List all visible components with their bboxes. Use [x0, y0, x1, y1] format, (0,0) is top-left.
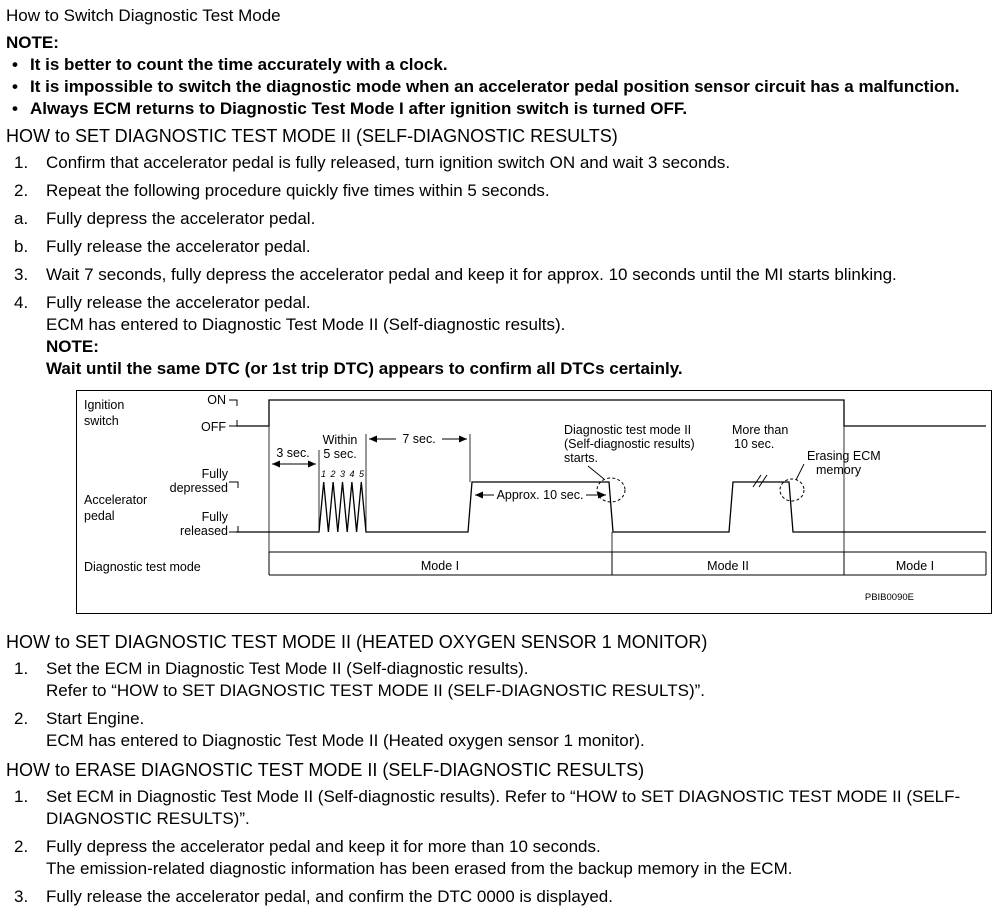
step-row — [6, 292, 992, 380]
within-five-sec-label: Within — [322, 433, 358, 447]
step-row — [6, 264, 992, 286]
more-than-ten-label: More than — [732, 423, 789, 437]
off-label: OFF — [201, 420, 226, 434]
mode2-starts-label: Diagnostic test mode II — [564, 423, 692, 437]
three-sec-label: 3 sec. — [276, 446, 310, 460]
erasing-ecm-label: Erasing ECM — [807, 449, 881, 463]
fully-depressed-label: Fully — [201, 467, 228, 481]
pulse-count-labels: 1 2 3 4 5 — [321, 469, 366, 479]
step-row — [6, 708, 992, 752]
step-number: 2. — [14, 837, 29, 856]
accelerator-waveform — [236, 482, 986, 532]
ignition-label: Ignition — [84, 398, 125, 412]
step-text — [46, 658, 992, 702]
step-text-line: Set the ECM in Diagnostic Test Mode II (Self-diagnostic results). — [46, 659, 529, 678]
on-off-bracket — [229, 400, 237, 426]
step-text — [46, 836, 992, 880]
note-item-text: Always ECM returns to Diagnostic Test Mode I after ignition switch is turned OFF. — [30, 99, 688, 118]
step-number: 1. — [14, 787, 29, 806]
step-text-line: Refer to “HOW to SET DIAGNOSTIC TEST MODE II (SELF-DIAGNOSTIC RESULTS)”. — [46, 681, 705, 700]
section-heading-erase: HOW to ERASE DIAGNOSTIC TEST MODE II (SELF-DIAGNOSTIC RESULTS) — [6, 760, 645, 780]
accelerator-pedal-label: Accelerator — [84, 493, 148, 507]
step-number: b. — [14, 237, 29, 256]
time-break-marks — [753, 475, 767, 487]
step-number: 2. — [14, 709, 29, 728]
step-text: Fully release the accelerator pedal. — [46, 237, 311, 256]
step-number: 1. — [14, 659, 29, 678]
fully-depressed-label: depressed — [169, 481, 228, 495]
note-item — [6, 76, 992, 97]
note-item — [6, 54, 992, 75]
step-text: Confirm that accelerator pedal is fully released, turn ignition switch ON and wait 3 seconds. — [46, 153, 731, 172]
approx-ten-label: Approx. 10 sec. — [496, 488, 584, 502]
page-title: How to Switch Diagnostic Test Mode — [6, 6, 281, 25]
step-number: 4. — [14, 293, 29, 312]
step-row — [6, 836, 992, 880]
step-row — [6, 786, 992, 830]
note-item — [6, 98, 992, 119]
more-than-ten-label: 10 sec. — [734, 437, 775, 451]
section-heading-set-self-diag: HOW to SET DIAGNOSTIC TEST MODE II (SELF-DIAGNOSTIC RESULTS) — [6, 126, 618, 146]
test-mode-row-label: Diagnostic test mode — [84, 560, 201, 574]
erasing-ecm-label: memory — [816, 463, 862, 477]
note-heading: NOTE: — [6, 33, 59, 52]
step-row — [6, 180, 992, 202]
seven-sec-label: 7 sec. — [402, 432, 436, 446]
step-text-line: The emission-related diagnostic information has been erased from the backup memory in the ECM. — [46, 859, 793, 878]
fully-released-label: Fully — [201, 510, 228, 524]
figure-code: PBIB0090E — [864, 592, 914, 603]
erasing-ecm-leader — [796, 464, 804, 480]
mode-segment-label: Mode I — [895, 559, 935, 573]
step-text-line: Fully release the accelerator pedal. — [46, 293, 311, 312]
step-number: 3. — [14, 265, 29, 284]
timing-diagram — [76, 390, 992, 614]
step-row — [6, 236, 992, 258]
step-text: Wait 7 seconds, fully depress the accelerator pedal and keep it for approx. 10 seconds until the MI starts blinking. — [46, 265, 897, 284]
step-text — [46, 708, 992, 752]
ignition-label: switch — [84, 414, 119, 428]
mode2-starts-label: starts. — [564, 451, 599, 465]
step-text: Fully depress the accelerator pedal. — [46, 209, 316, 228]
mode2-starts-leader — [588, 466, 604, 479]
step-row — [6, 152, 992, 174]
mode2-starts-label: (Self-diagnostic results) — [564, 437, 695, 451]
step-text-line: Fully depress the accelerator pedal and keep it for more than 10 seconds. — [46, 837, 601, 856]
step-text: Set ECM in Diagnostic Test Mode II (Self-diagnostic results). Refer to “HOW to SET DIAGNOSTIC TEST MODE II (SELF-DIAGNOSTIC RESULTS)”. — [46, 787, 961, 828]
fully-released-label: released — [180, 524, 228, 538]
step-text-line: ECM has entered to Diagnostic Test Mode II (Self-diagnostic results). — [46, 315, 566, 334]
step-number: 2. — [14, 181, 29, 200]
pedal-bracket — [229, 482, 238, 532]
step-note-heading: NOTE: — [46, 337, 99, 356]
step-text: Fully release the accelerator pedal, and confirm the DTC 0000 is displayed. — [46, 887, 613, 906]
accelerator-pedal-label: pedal — [84, 509, 115, 523]
mode-band — [269, 552, 986, 575]
section-heading-hO2S-monitor: HOW to SET DIAGNOSTIC TEST MODE II (HEATED OXYGEN SENSOR 1 MONITOR) — [6, 632, 708, 652]
step-number: 1. — [14, 153, 29, 172]
note-item-text: It is impossible to switch the diagnostic mode when an accelerator pedal position sensor circuit has a malfunction. — [30, 77, 960, 96]
step-text: Repeat the following procedure quickly five times within 5 seconds. — [46, 181, 550, 200]
step-note-text: Wait until the same DTC (or 1st trip DTC) appears to confirm all DTCs certainly. — [46, 359, 683, 378]
step-row — [6, 208, 992, 230]
step-text-line: Start Engine. — [46, 709, 145, 728]
note-item-text: It is better to count the time accurately with a clock. — [30, 55, 448, 74]
step-row — [6, 886, 992, 908]
step-row — [6, 658, 992, 702]
timing-diagram-box — [76, 390, 992, 620]
mode-segment-label: Mode II — [707, 559, 749, 573]
mode-segment-label: Mode I — [420, 559, 460, 573]
on-label: ON — [207, 393, 226, 407]
step-text — [46, 292, 992, 380]
step-number: a. — [14, 209, 29, 228]
step-number: 3. — [14, 887, 29, 906]
step-text-line: ECM has entered to Diagnostic Test Mode II (Heated oxygen sensor 1 monitor). — [46, 731, 645, 750]
within-five-sec-label: 5 sec. — [323, 447, 357, 461]
